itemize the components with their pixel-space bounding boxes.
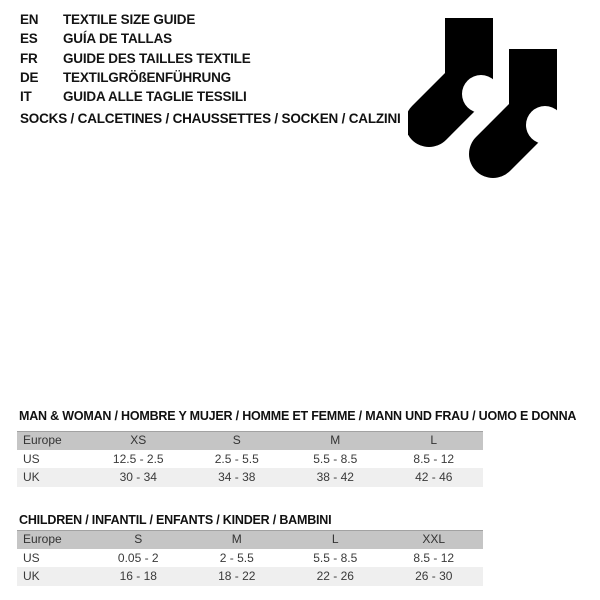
header-cell-europe: Europe — [23, 433, 62, 447]
table-header-row — [17, 431, 483, 450]
header-cell-size: L — [331, 532, 339, 546]
lang-code: EN — [20, 12, 39, 27]
size-value: 12.5 - 2.5 — [112, 451, 164, 466]
table-header-row — [17, 530, 483, 549]
size-value: 42 - 46 — [415, 470, 453, 484]
children-size-table — [17, 530, 483, 586]
category-title: SOCKS / CALCETINES / CHAUSSETTES / SOCKEN / CALZINI — [20, 111, 401, 126]
header-cell-europe: Europe — [23, 532, 62, 546]
size-value: 2 - 5.5 — [219, 550, 254, 565]
size-value: 26 - 30 — [415, 569, 453, 583]
sock-front-shape — [493, 49, 564, 154]
size-value: 22 - 26 — [316, 569, 354, 583]
size-value: 34 - 38 — [218, 470, 256, 484]
size-value: 0.05 - 2 — [117, 550, 159, 565]
size-value: 5.5 - 8.5 — [313, 451, 358, 466]
children-table-title: CHILDREN / INFANTIL / ENFANTS / KINDER / BAMBINI — [19, 513, 332, 527]
lang-label: TEXTILE SIZE GUIDE — [63, 12, 196, 27]
header-cell-size: XXL — [422, 532, 446, 546]
row-label: UK — [23, 569, 40, 583]
size-value: 18 - 22 — [218, 569, 256, 583]
adult-size-table — [17, 431, 483, 487]
table-row-uk — [17, 468, 483, 487]
size-value: 30 - 34 — [119, 470, 157, 484]
size-value: 8.5 - 12 — [413, 451, 455, 466]
size-tables-area — [17, 0, 577, 600]
lang-label: GUIDA ALLE TAGLIE TESSILI — [63, 89, 247, 105]
size-value: 8.5 - 12 — [413, 550, 455, 565]
header-cell-size: S — [134, 532, 143, 546]
header-cell-size: M — [231, 532, 242, 546]
table-row-us — [17, 450, 483, 469]
lang-code: IT — [20, 89, 32, 105]
lang-label: GUÍA DE TALLAS — [63, 31, 172, 47]
row-label: US — [23, 550, 40, 565]
header-cell-size: L — [430, 433, 438, 447]
lang-label: TEXTILGRÖßENFÜHRUNG — [63, 69, 231, 85]
size-value: 2.5 - 5.5 — [214, 451, 259, 466]
size-value: 38 - 42 — [316, 470, 354, 484]
size-value: 5.5 - 8.5 — [313, 550, 358, 565]
size-value: 16 - 18 — [119, 569, 157, 583]
header-cell-size: M — [330, 433, 341, 447]
header-cell-size: S — [232, 433, 241, 447]
row-label: US — [23, 451, 40, 466]
adult-table-title: MAN & WOMAN / HOMBRE Y MUJER / HOMME ET FEMME / MANN UND FRAU / UOMO E DONNA — [19, 409, 577, 423]
lang-code: ES — [20, 31, 38, 47]
lang-code: FR — [20, 50, 38, 66]
lang-label: GUIDE DES TAILLES TEXTILE — [63, 50, 251, 66]
lang-code: DE — [20, 69, 39, 85]
table-row-us — [17, 549, 483, 568]
table-row-uk — [17, 567, 483, 586]
row-label: UK — [23, 470, 40, 484]
header-cell-size: XS — [130, 433, 147, 447]
